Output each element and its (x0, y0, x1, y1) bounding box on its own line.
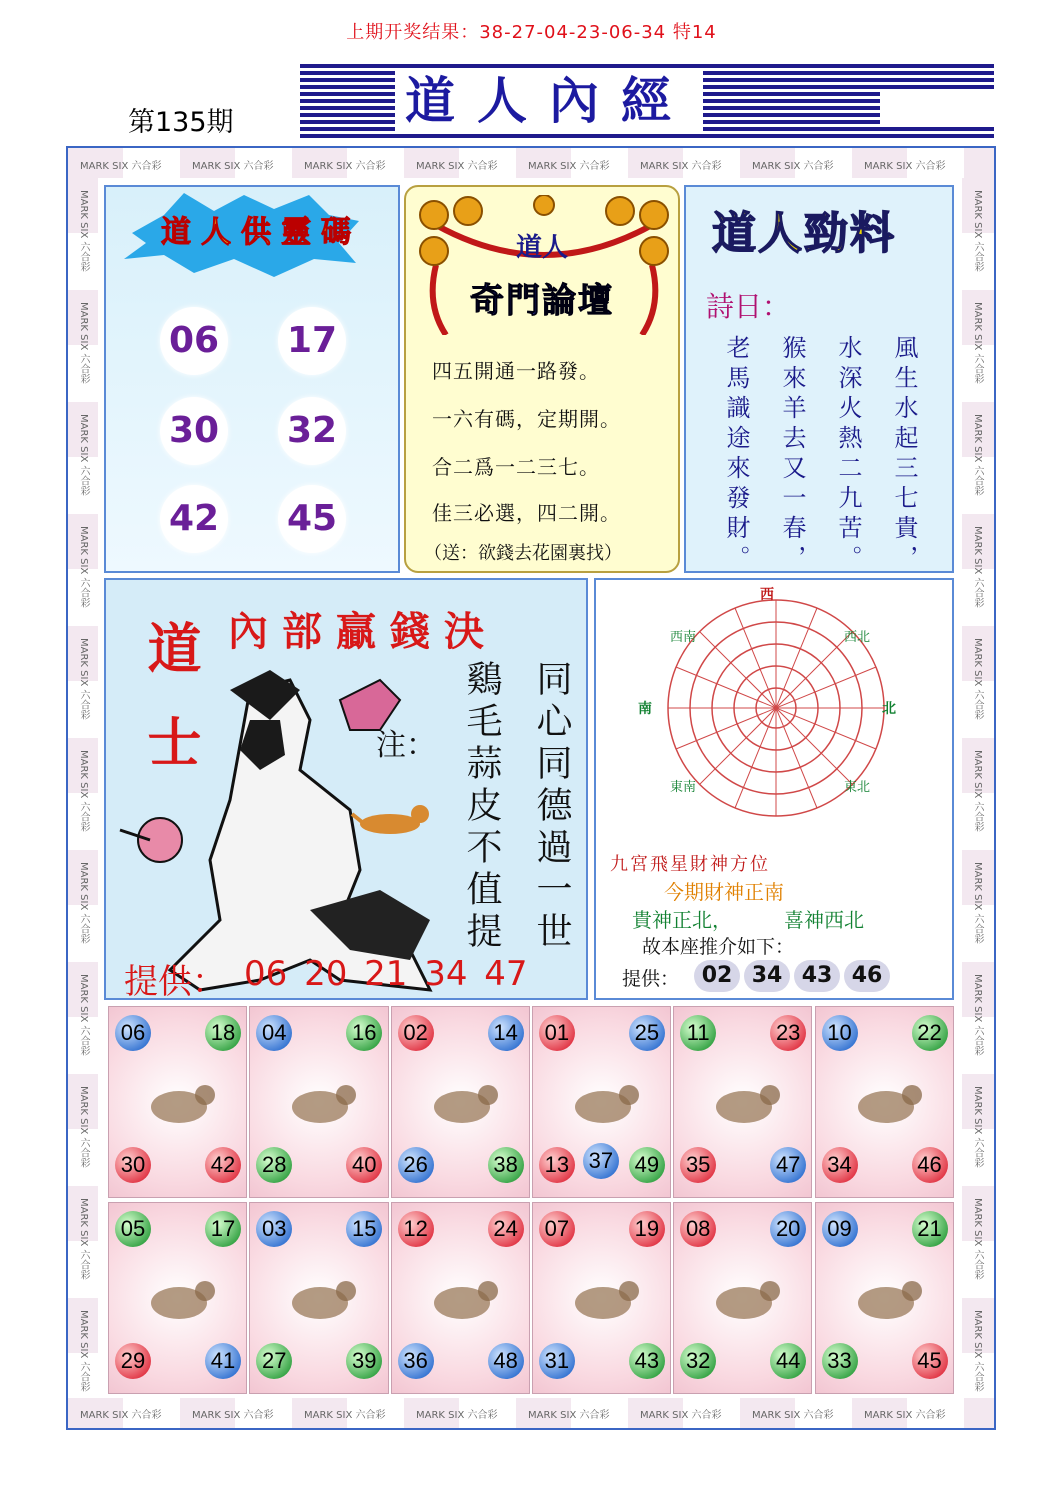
number-ball: 08 (680, 1211, 716, 1247)
rooster-icon (846, 1263, 926, 1333)
zodiac-cell (391, 1006, 530, 1198)
zodiac-cell (108, 1202, 247, 1394)
zodiac-cell (391, 1202, 530, 1394)
poem-column: 水深火熱二九苦。 (834, 335, 862, 575)
supply-number: 06 (160, 307, 228, 375)
border-label: MARK SIX 六合彩 (78, 1086, 89, 1168)
border-label: MARK SIX 六合彩 (416, 1410, 498, 1421)
poem-panel (684, 185, 954, 573)
border-label: MARK SIX 六合彩 (78, 638, 89, 720)
forum-line: 四五開通一路發。 (432, 359, 600, 383)
ox-icon (139, 1263, 219, 1333)
number-ball: 31 (539, 1343, 575, 1379)
border-label: MARK SIX 六合彩 (304, 161, 386, 172)
border-label: MARK SIX 六合彩 (78, 414, 89, 496)
page-title: 道人內經 (395, 70, 703, 132)
zodiac-cell (815, 1202, 954, 1394)
compass-recommend: 故本座推介如下： (642, 936, 795, 958)
border-label: MARK SIX 六合彩 (304, 1410, 386, 1421)
number-ball: 14 (488, 1015, 524, 1051)
border-label: MARK SIX 六合彩 (972, 190, 983, 272)
pig-icon (563, 1263, 643, 1333)
number-ball: 11 (680, 1015, 716, 1051)
forum-line: 合二爲一二三七。 (432, 455, 600, 479)
number-ball: 22 (912, 1015, 948, 1051)
number-ball: 34 (822, 1147, 858, 1183)
poem-title: 道人勁料 (712, 208, 896, 259)
border-label: MARK SIX 六合彩 (752, 1410, 834, 1421)
compass-heading: 九宮飛星財神方位 (610, 854, 770, 875)
goat-icon (704, 1067, 784, 1137)
number-ball: 29 (115, 1343, 151, 1379)
rat-icon (139, 1067, 219, 1137)
secret-panel (104, 578, 588, 1000)
border-label: MARK SIX 六合彩 (972, 414, 983, 496)
poem-column: 風生水起三七貴， (890, 335, 918, 575)
border-label: MARK SIX 六合彩 (192, 1410, 274, 1421)
number-ball: 06 (115, 1015, 151, 1051)
compass-dir-right: 北 (882, 701, 896, 717)
number-ball: 43 (629, 1343, 665, 1379)
border-label: MARK SIX 六合彩 (192, 161, 274, 172)
dragon-icon (422, 1067, 502, 1137)
border-label: MARK SIX 六合彩 (528, 161, 610, 172)
border-label: MARK SIX 六合彩 (640, 1410, 722, 1421)
number-ball: 37 (583, 1143, 619, 1179)
number-ball: 26 (398, 1147, 434, 1183)
forum-title: 奇門論壇 (470, 281, 614, 321)
number-ball: 40 (346, 1147, 382, 1183)
supply-panel (104, 185, 400, 573)
zodiac-cell (815, 1006, 954, 1198)
compass-supply-label: 提供： (622, 968, 680, 990)
border-label: MARK SIX 六合彩 (752, 161, 834, 172)
border-label: MARK SIX 六合彩 (972, 1086, 983, 1168)
border-label: MARK SIX 六合彩 (80, 161, 162, 172)
secret-supply-label: 提供： (124, 962, 226, 1002)
horse-icon (422, 1263, 502, 1333)
compass-dir-tl: 西南 (670, 630, 697, 645)
border-label: MARK SIX 六合彩 (972, 1198, 983, 1280)
zodiac-cell (108, 1006, 247, 1198)
secret-title: 內部贏錢決 (228, 608, 498, 655)
number-ball: 03 (256, 1211, 292, 1247)
border-label: MARK SIX 六合彩 (78, 1310, 89, 1392)
zodiac-cell (532, 1202, 671, 1394)
border-label: MARK SIX 六合彩 (78, 974, 89, 1056)
dog-icon (350, 798, 434, 840)
last-result: 上期开奖结果：38-27-04-23-06-34 特14 (346, 22, 717, 43)
supply-number: 17 (278, 307, 346, 375)
supply-number: 32 (278, 397, 346, 465)
compass-dir-tr: 西北 (844, 630, 871, 645)
dog-icon (704, 1263, 784, 1333)
border-label: MARK SIX 六合彩 (972, 862, 983, 944)
border-label: MARK SIX 六合彩 (864, 161, 946, 172)
forum-note: （送：欲錢去花園裏找） (424, 543, 622, 564)
number-ball: 01 (539, 1015, 575, 1051)
number-ball: 36 (398, 1343, 434, 1379)
compass-dir-left: 南 (638, 701, 652, 717)
forum-panel (404, 185, 680, 573)
number-ball: 46 (912, 1147, 948, 1183)
number-ball: 42 (205, 1147, 241, 1183)
number-ball: 47 (770, 1147, 806, 1183)
number-ball: 32 (680, 1343, 716, 1379)
poem-label: 詩日： (706, 290, 791, 323)
supply-title: 道人供靈碼 (161, 215, 361, 250)
number-ball: 48 (488, 1343, 524, 1379)
pick-ball: 34 (744, 960, 790, 992)
zodiac-grid (108, 1006, 956, 1396)
border-label: MARK SIX 六合彩 (972, 750, 983, 832)
border-label: MARK SIX 六合彩 (416, 161, 498, 172)
border-label: MARK SIX 六合彩 (78, 302, 89, 384)
secret-side-title: 道士 (139, 620, 202, 808)
compass-noble: 貴神正北， (632, 908, 732, 932)
zodiac-cell (532, 1006, 671, 1198)
pick-ball: 02 (694, 960, 740, 992)
forum-subtitle: 道人 (515, 233, 568, 263)
number-ball: 45 (912, 1343, 948, 1379)
forum-line: 一六有碼，定期開。 (432, 407, 621, 431)
number-ball: 05 (115, 1211, 151, 1247)
number-ball: 35 (680, 1147, 716, 1183)
compass-joy: 喜神西北 (784, 908, 864, 932)
border-label: MARK SIX 六合彩 (78, 1198, 89, 1280)
compass-dir-br: 東北 (844, 780, 871, 795)
compass-dir-bl: 東南 (670, 780, 697, 795)
poem-column: 老馬識途來發財。 (722, 335, 750, 575)
tiger-icon (280, 1067, 360, 1137)
border-label: MARK SIX 六合彩 (864, 1410, 946, 1421)
number-ball: 09 (822, 1211, 858, 1247)
supply-number: 30 (160, 397, 228, 465)
number-ball: 41 (205, 1343, 241, 1379)
forum-line: 佳三必選，四二開。 (432, 501, 621, 525)
number-ball: 33 (822, 1343, 858, 1379)
compass-dir-top: 西 (760, 587, 774, 603)
zodiac-cell (249, 1202, 388, 1394)
pick-ball: 43 (794, 960, 840, 992)
border-label: MARK SIX 六合彩 (78, 526, 89, 608)
secret-column-right: 同心同德過一世 (531, 660, 572, 954)
number-ball: 38 (488, 1147, 524, 1183)
number-ball: 44 (770, 1343, 806, 1379)
monkey-icon (846, 1067, 926, 1137)
number-ball: 10 (822, 1015, 858, 1051)
snake-icon (563, 1067, 643, 1137)
number-ball: 20 (770, 1211, 806, 1247)
border-label: MARK SIX 六合彩 (972, 974, 983, 1056)
banner-white-box (880, 92, 994, 126)
secret-supply-numbers: 06 20 21 34 47 (244, 954, 528, 994)
number-ball: 49 (629, 1147, 665, 1183)
number-ball: 23 (770, 1015, 806, 1051)
number-ball: 12 (398, 1211, 434, 1247)
number-ball: 19 (629, 1211, 665, 1247)
secret-note-label: 注： (376, 728, 436, 763)
compass-wealth: 今期財神正南 (664, 880, 784, 904)
number-ball: 04 (256, 1015, 292, 1051)
number-ball: 28 (256, 1147, 292, 1183)
border-label: MARK SIX 六合彩 (80, 1410, 162, 1421)
border-label: MARK SIX 六合彩 (972, 1310, 983, 1392)
zodiac-cell (673, 1202, 812, 1394)
number-ball: 25 (629, 1015, 665, 1051)
supply-number: 45 (278, 485, 346, 553)
border-label: MARK SIX 六合彩 (972, 526, 983, 608)
number-ball: 07 (539, 1211, 575, 1247)
pick-ball: 46 (844, 960, 890, 992)
compass-panel (594, 578, 954, 1000)
border-label: MARK SIX 六合彩 (972, 638, 983, 720)
border-label: MARK SIX 六合彩 (528, 1410, 610, 1421)
number-ball: 24 (488, 1211, 524, 1247)
number-ball: 15 (346, 1211, 382, 1247)
number-ball: 39 (346, 1343, 382, 1379)
number-ball: 18 (205, 1015, 241, 1051)
border-label: MARK SIX 六合彩 (78, 190, 89, 272)
number-ball: 30 (115, 1147, 151, 1183)
secret-column-left: 鷄毛蒜皮不值提 (461, 660, 502, 954)
number-ball: 17 (205, 1211, 241, 1247)
number-ball: 21 (912, 1211, 948, 1247)
border-label: MARK SIX 六合彩 (78, 862, 89, 944)
number-ball: 13 (539, 1147, 575, 1183)
supply-number: 42 (160, 485, 228, 553)
border-label: MARK SIX 六合彩 (640, 161, 722, 172)
issue-number: 第135期 (128, 107, 234, 138)
zodiac-cell (673, 1006, 812, 1198)
border-label: MARK SIX 六合彩 (78, 750, 89, 832)
number-ball: 16 (346, 1015, 382, 1051)
border-label: MARK SIX 六合彩 (972, 302, 983, 384)
number-ball: 02 (398, 1015, 434, 1051)
poem-column: 猴來羊去又一春， (778, 335, 806, 575)
zodiac-cell (249, 1006, 388, 1198)
number-ball: 27 (256, 1343, 292, 1379)
rabbit-icon (280, 1263, 360, 1333)
